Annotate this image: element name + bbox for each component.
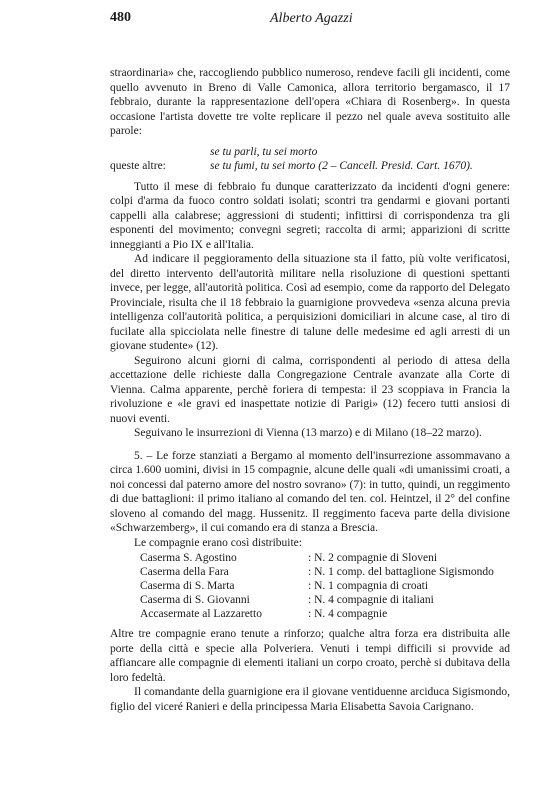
paragraph: Seguirono alcuni giorni di calma, corrispondenti al periodo di attesa della accettazione delle richieste dalla Congregazione Centrale avanzate alla Corte di Vienna. Calma apparente, perchè foriera di tempesta: il 23 scoppiava in Francia la rivoluzione e «le gravi ed inaspettate notizie di Parigi» (12) fecero tutti ansiosi di nuovi eventi.: [110, 354, 510, 425]
verse-line: [110, 145, 510, 160]
distribution-row: [140, 551, 510, 565]
barracks-name: Caserma di S. Marta: [140, 580, 235, 592]
verse-lead: queste altre:: [110, 160, 166, 172]
verse-block: [110, 145, 510, 174]
barracks-units: : N. 4 compagnie di italiani: [308, 594, 434, 606]
distribution-row: [140, 565, 510, 579]
body-text: [110, 66, 510, 714]
barracks-name: Caserma della Fara: [140, 566, 229, 578]
verse-line: [110, 159, 510, 174]
section-paragraph: 5. – Le forze stanziati a Bergamo al momento dell'insurrezione assommavano a circa 1.600 uomini, divisi in 15 compagnie, alcune delle quali «di umanissimi croati, a noi concessi dal paterno amore del nostro sovrano» (7): in tutto, quindi, un reggimento di due battaglioni: il primo italiano al comando del ten. col. Heintzel, il 2° del confine sloveno al comando del magg. Hussenitz. Il reggimento faceva parte della divisione «Schwarzemberg», il cui comando era di stanza a Brescia.: [110, 449, 510, 534]
paragraph: Seguivano le insurrezioni di Vienna (13 marzo) e di Milano (18–22 marzo).: [134, 427, 482, 439]
barracks-units: : N. 1 compagnia di croati: [308, 580, 429, 592]
barracks-units: : N. 4 compagnie: [308, 608, 388, 620]
page-number: 480: [110, 10, 131, 25]
page-header: [110, 10, 510, 32]
distribution-list: [140, 551, 510, 621]
distribution-row: [140, 607, 510, 621]
paragraph: straordinaria» che, raccogliendo pubblico numeroso, rendeve facili gli incidenti, come quello avvenuto in Breno di Valle Camonica, allora territorio bergamasco, il 17 febbraio, durante la rappresentazione dell'opera «Chiara di Rosenberg». In questa occasione l'artista dovette tre volte replicare il pezzo nel quale aveva sostituito alle parole:: [110, 67, 510, 137]
distribution-row: [140, 593, 510, 607]
paragraph: Il comandante della guarnigione era il giovane ventiduenne arciduca Sigismondo, figlio del viceré Ranieri e della principessa Maria Elisabetta Savoia Carignano.: [110, 686, 510, 713]
barracks-name: Caserma S. Agostino: [140, 552, 237, 564]
running-head: Alberto Agazzi: [270, 11, 353, 26]
distribution-row: [140, 579, 510, 593]
barracks-name: Accasermate al Lazzaretto: [140, 608, 262, 620]
paragraph: Altre tre compagnie erano tenute a rinforzo; qualche altra forza era distribuita alle porte della città e specie alla Polveriera. Venuti i tempi difficili si provvide ad affiancare alle compagnie di elementi italiani un corpo croato, perchè si dubitava della loro fedeltà.: [110, 628, 510, 684]
barracks-units: : N. 2 compagnie di Sloveni: [308, 552, 438, 564]
barracks-units: : N. 1 comp. del battaglione Sigismondo: [308, 566, 494, 578]
verse-text: se tu fumi, tu sei morto (2 – Cancell. Presid. Cart. 1670).: [210, 160, 473, 172]
verse-text: se tu parli, tu sei morto: [210, 145, 318, 158]
barracks-name: Caserma di S. Giovanni: [140, 594, 250, 606]
paragraph: Le compagnie erano così distribuite:: [134, 536, 302, 549]
paragraph: Ad indicare il peggioramento della situazione sta il fatto, più volte verificatosi, del diretto intervento dell'autorità militare nella risoluzione di questioni spettanti invece, per legge, all'autorità politica. Così ad esempio, come da rapporto del Delegato Provinciale, risulta che il 18 febbraio la guarnigione provvedeva «senza alcuna previa intelligenza coll'autorità politica, a perquisizioni domiciliari in alcune case, al tiro di fucilate alla spicciolata nelle finestre di talune delle medesime ed agli arresti di un giovane studente» (12).: [110, 253, 510, 352]
paragraph: Tutto il mese di febbraio fu dunque caratterizzato da incidenti d'ogni genere: colpi d'arma da fuoco contro soldati isolati; scontri tra gendarmi e giovani portanti cappelli alla calabrese; aggressioni di studenti; infittirsi di corrispondenza tra gli esponenti del movimento; convegni segreti; raccolta di armi; apparizioni di scritte inneggianti a Pio IX e all'Italia.: [110, 180, 510, 251]
